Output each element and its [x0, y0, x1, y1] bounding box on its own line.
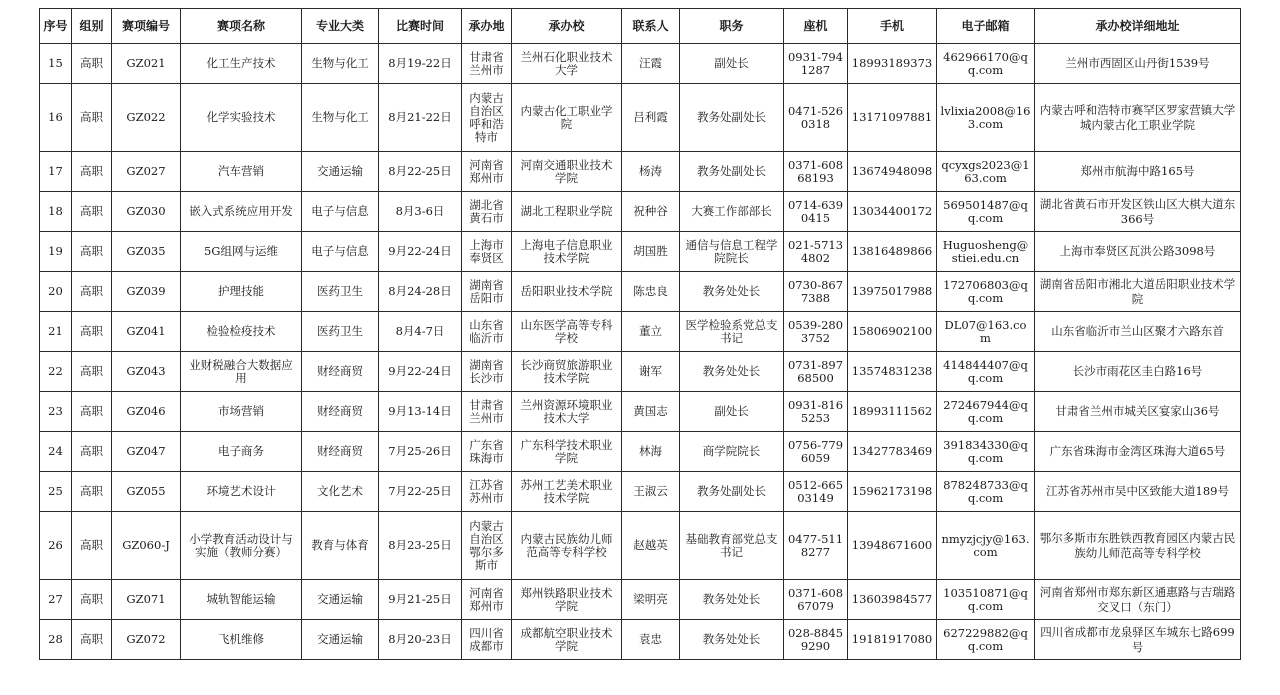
- mobile-cell: 18993189373: [848, 44, 937, 84]
- email-cell: 569501487@qq.com: [937, 192, 1035, 232]
- contact-person-cell: 谢军: [622, 352, 680, 392]
- landline-cell: 0931-7941287: [784, 44, 848, 84]
- mobile-cell: 13975017988: [848, 272, 937, 312]
- group-cell: 高职: [72, 152, 112, 192]
- position-cell: 教务处处长: [680, 580, 784, 620]
- category-cell: 生物与化工: [302, 44, 379, 84]
- landline-cell: 0471-5260318: [784, 84, 848, 152]
- category-cell: 医药卫生: [302, 312, 379, 352]
- event-name-cell: 5G组网与运维: [181, 232, 302, 272]
- date-cell: 8月21-22日: [379, 84, 462, 152]
- host-city-cell: 河南省郑州市: [462, 152, 512, 192]
- header-cell: 组别: [72, 9, 112, 44]
- host-city-cell: 湖北省黄石市: [462, 192, 512, 232]
- table-row: [40, 512, 1241, 580]
- row-number-cell: 26: [40, 512, 72, 580]
- event-name-cell: 飞机维修: [181, 620, 302, 660]
- header-cell: 承办校详细地址: [1035, 9, 1241, 44]
- event-name-cell: 业财税融合大数据应用: [181, 352, 302, 392]
- landline-cell: 0512-66503149: [784, 472, 848, 512]
- address-cell: 长沙市雨花区圭白路16号: [1035, 352, 1241, 392]
- address-cell: 内蒙古呼和浩特市赛罕区罗家营镇大学城内蒙古化工职业学院: [1035, 84, 1241, 152]
- mobile-cell: 15806902100: [848, 312, 937, 352]
- mobile-cell: 13603984577: [848, 580, 937, 620]
- mobile-cell: 13574831238: [848, 352, 937, 392]
- group-cell: 高职: [72, 232, 112, 272]
- host-school-cell: 上海电子信息职业技术学院: [512, 232, 622, 272]
- date-cell: 8月20-23日: [379, 620, 462, 660]
- contact-person-cell: 林海: [622, 432, 680, 472]
- contact-table: [39, 8, 1241, 660]
- category-cell: 教育与体育: [302, 512, 379, 580]
- date-cell: 7月22-25日: [379, 472, 462, 512]
- row-number-cell: 25: [40, 472, 72, 512]
- contact-person-cell: 赵越英: [622, 512, 680, 580]
- landline-cell: 0730-8677388: [784, 272, 848, 312]
- table-body: [40, 44, 1241, 660]
- table-row: [40, 472, 1241, 512]
- event-code-cell: GZ035: [112, 232, 181, 272]
- email-cell: 103510871@qq.com: [937, 580, 1035, 620]
- event-name-cell: 汽车营销: [181, 152, 302, 192]
- mobile-cell: 13948671600: [848, 512, 937, 580]
- email-cell: 462966170@qq.com: [937, 44, 1035, 84]
- date-cell: 9月22-24日: [379, 352, 462, 392]
- address-cell: 山东省临沂市兰山区聚才六路东首: [1035, 312, 1241, 352]
- mobile-cell: 13816489866: [848, 232, 937, 272]
- event-code-cell: GZ027: [112, 152, 181, 192]
- landline-cell: 021-57134802: [784, 232, 848, 272]
- table-row: [40, 352, 1241, 392]
- address-cell: 鄂尔多斯市东胜铁西教育园区内蒙古民族幼儿师范高等专科学校: [1035, 512, 1241, 580]
- host-city-cell: 内蒙古自治区鄂尔多斯市: [462, 512, 512, 580]
- event-code-cell: GZ039: [112, 272, 181, 312]
- host-school-cell: 内蒙古民族幼儿师范高等专科学校: [512, 512, 622, 580]
- landline-cell: 0477-5118277: [784, 512, 848, 580]
- date-cell: 8月4-7日: [379, 312, 462, 352]
- address-cell: 甘肃省兰州市城关区宴家山36号: [1035, 392, 1241, 432]
- host-city-cell: 甘肃省兰州市: [462, 44, 512, 84]
- host-school-cell: 河南交通职业技术学院: [512, 152, 622, 192]
- host-school-cell: 湖北工程职业学院: [512, 192, 622, 232]
- row-number-cell: 20: [40, 272, 72, 312]
- contact-table-sheet: [39, 8, 1241, 660]
- contact-person-cell: 董立: [622, 312, 680, 352]
- row-number-cell: 16: [40, 84, 72, 152]
- group-cell: 高职: [72, 580, 112, 620]
- event-code-cell: GZ021: [112, 44, 181, 84]
- position-cell: 副处长: [680, 44, 784, 84]
- row-number-cell: 28: [40, 620, 72, 660]
- group-cell: 高职: [72, 512, 112, 580]
- mobile-cell: 19181917080: [848, 620, 937, 660]
- contact-person-cell: 胡国胜: [622, 232, 680, 272]
- email-cell: DL07@163.com: [937, 312, 1035, 352]
- date-cell: 9月22-24日: [379, 232, 462, 272]
- position-cell: 教务处副处长: [680, 152, 784, 192]
- table-row: [40, 44, 1241, 84]
- host-city-cell: 四川省成都市: [462, 620, 512, 660]
- host-school-cell: 内蒙古化工职业学院: [512, 84, 622, 152]
- event-code-cell: GZ072: [112, 620, 181, 660]
- email-cell: 391834330@qq.com: [937, 432, 1035, 472]
- host-city-cell: 湖南省岳阳市: [462, 272, 512, 312]
- category-cell: 医药卫生: [302, 272, 379, 312]
- category-cell: 交通运输: [302, 152, 379, 192]
- event-name-cell: 环境艺术设计: [181, 472, 302, 512]
- category-cell: 生物与化工: [302, 84, 379, 152]
- address-cell: 湖南省岳阳市湘北大道岳阳职业技术学院: [1035, 272, 1241, 312]
- event-code-cell: GZ047: [112, 432, 181, 472]
- table-header-row: [40, 9, 1241, 44]
- contact-person-cell: 黄国志: [622, 392, 680, 432]
- landline-cell: 0371-60868193: [784, 152, 848, 192]
- address-cell: 四川省成都市龙泉驿区车城东七路699号: [1035, 620, 1241, 660]
- landline-cell: 0756-7796059: [784, 432, 848, 472]
- position-cell: 通信与信息工程学院院长: [680, 232, 784, 272]
- host-school-cell: 郑州铁路职业技术学院: [512, 580, 622, 620]
- header-cell: 专业大类: [302, 9, 379, 44]
- address-cell: 上海市奉贤区瓦洪公路3098号: [1035, 232, 1241, 272]
- category-cell: 电子与信息: [302, 192, 379, 232]
- row-number-cell: 22: [40, 352, 72, 392]
- category-cell: 财经商贸: [302, 352, 379, 392]
- header-cell: 手机: [848, 9, 937, 44]
- table-row: [40, 232, 1241, 272]
- header-cell: 比赛时间: [379, 9, 462, 44]
- date-cell: 9月21-25日: [379, 580, 462, 620]
- address-cell: 广东省珠海市金湾区珠海大道65号: [1035, 432, 1241, 472]
- group-cell: 高职: [72, 44, 112, 84]
- date-cell: 8月3-6日: [379, 192, 462, 232]
- mobile-cell: 13171097881: [848, 84, 937, 152]
- position-cell: 教务处副处长: [680, 472, 784, 512]
- row-number-cell: 18: [40, 192, 72, 232]
- event-name-cell: 小学教育活动设计与实施（教师分赛）: [181, 512, 302, 580]
- host-city-cell: 内蒙古自治区呼和浩特市: [462, 84, 512, 152]
- landline-cell: 0731-89768500: [784, 352, 848, 392]
- host-city-cell: 甘肃省兰州市: [462, 392, 512, 432]
- table-row: [40, 620, 1241, 660]
- mobile-cell: 13034400172: [848, 192, 937, 232]
- event-name-cell: 城轨智能运输: [181, 580, 302, 620]
- contact-person-cell: 袁忠: [622, 620, 680, 660]
- email-cell: 272467944@qq.com: [937, 392, 1035, 432]
- position-cell: 教务处处长: [680, 352, 784, 392]
- event-code-cell: GZ043: [112, 352, 181, 392]
- table-row: [40, 392, 1241, 432]
- address-cell: 江苏省苏州市吴中区致能大道189号: [1035, 472, 1241, 512]
- category-cell: 交通运输: [302, 620, 379, 660]
- category-cell: 财经商贸: [302, 432, 379, 472]
- contact-person-cell: 杨涛: [622, 152, 680, 192]
- group-cell: 高职: [72, 352, 112, 392]
- address-cell: 湖北省黄石市开发区铁山区大棋大道东366号: [1035, 192, 1241, 232]
- event-name-cell: 电子商务: [181, 432, 302, 472]
- event-code-cell: GZ071: [112, 580, 181, 620]
- host-school-cell: 兰州石化职业技术大学: [512, 44, 622, 84]
- group-cell: 高职: [72, 432, 112, 472]
- row-number-cell: 19: [40, 232, 72, 272]
- group-cell: 高职: [72, 192, 112, 232]
- date-cell: 7月25-26日: [379, 432, 462, 472]
- email-cell: 172706803@qq.com: [937, 272, 1035, 312]
- position-cell: 医学检验系党总支书记: [680, 312, 784, 352]
- host-school-cell: 兰州资源环境职业技术大学: [512, 392, 622, 432]
- host-school-cell: 山东医学高等专科学校: [512, 312, 622, 352]
- email-cell: 414844407@qq.com: [937, 352, 1035, 392]
- category-cell: 文化艺术: [302, 472, 379, 512]
- date-cell: 9月13-14日: [379, 392, 462, 432]
- position-cell: 教务处处长: [680, 620, 784, 660]
- category-cell: 电子与信息: [302, 232, 379, 272]
- position-cell: 基础教育部党总支书记: [680, 512, 784, 580]
- host-city-cell: 上海市奉贤区: [462, 232, 512, 272]
- event-code-cell: GZ055: [112, 472, 181, 512]
- email-cell: 878248733@qq.com: [937, 472, 1035, 512]
- address-cell: 郑州市航海中路165号: [1035, 152, 1241, 192]
- email-cell: Huguosheng@stiei.edu.cn: [937, 232, 1035, 272]
- host-city-cell: 山东省临沂市: [462, 312, 512, 352]
- contact-person-cell: 梁明亮: [622, 580, 680, 620]
- header-cell: 赛项名称: [181, 9, 302, 44]
- group-cell: 高职: [72, 84, 112, 152]
- landline-cell: 0931-8165253: [784, 392, 848, 432]
- contact-person-cell: 汪霞: [622, 44, 680, 84]
- host-school-cell: 成都航空职业技术学院: [512, 620, 622, 660]
- group-cell: 高职: [72, 472, 112, 512]
- email-cell: 627229882@qq.com: [937, 620, 1035, 660]
- host-school-cell: 长沙商贸旅游职业技术学院: [512, 352, 622, 392]
- mobile-cell: 13427783469: [848, 432, 937, 472]
- header-cell: 序号: [40, 9, 72, 44]
- table-row: [40, 432, 1241, 472]
- group-cell: 高职: [72, 620, 112, 660]
- mobile-cell: 15962173198: [848, 472, 937, 512]
- group-cell: 高职: [72, 392, 112, 432]
- host-city-cell: 河南省郑州市: [462, 580, 512, 620]
- contact-person-cell: 祝种谷: [622, 192, 680, 232]
- row-number-cell: 15: [40, 44, 72, 84]
- host-school-cell: 岳阳职业技术学院: [512, 272, 622, 312]
- event-code-cell: GZ030: [112, 192, 181, 232]
- landline-cell: 0714-6390415: [784, 192, 848, 232]
- table-row: [40, 84, 1241, 152]
- category-cell: 财经商贸: [302, 392, 379, 432]
- header-cell: 职务: [680, 9, 784, 44]
- event-code-cell: GZ041: [112, 312, 181, 352]
- row-number-cell: 24: [40, 432, 72, 472]
- row-number-cell: 27: [40, 580, 72, 620]
- host-city-cell: 江苏省苏州市: [462, 472, 512, 512]
- landline-cell: 028-88459290: [784, 620, 848, 660]
- row-number-cell: 21: [40, 312, 72, 352]
- mobile-cell: 13674948098: [848, 152, 937, 192]
- date-cell: 8月23-25日: [379, 512, 462, 580]
- table-row: [40, 312, 1241, 352]
- event-name-cell: 嵌入式系统应用开发: [181, 192, 302, 232]
- contact-person-cell: 王淑云: [622, 472, 680, 512]
- event-code-cell: GZ046: [112, 392, 181, 432]
- position-cell: 教务处处长: [680, 272, 784, 312]
- contact-person-cell: 吕利霞: [622, 84, 680, 152]
- table-row: [40, 580, 1241, 620]
- date-cell: 8月19-22日: [379, 44, 462, 84]
- event-name-cell: 化工生产技术: [181, 44, 302, 84]
- header-cell: 赛项编号: [112, 9, 181, 44]
- host-city-cell: 湖南省长沙市: [462, 352, 512, 392]
- mobile-cell: 18993111562: [848, 392, 937, 432]
- email-cell: qcyxgs2023@163.com: [937, 152, 1035, 192]
- landline-cell: 0539-2803752: [784, 312, 848, 352]
- row-number-cell: 23: [40, 392, 72, 432]
- host-school-cell: 广东科学技术职业学院: [512, 432, 622, 472]
- host-school-cell: 苏州工艺美术职业技术学院: [512, 472, 622, 512]
- event-code-cell: GZ060-J: [112, 512, 181, 580]
- table-row: [40, 192, 1241, 232]
- position-cell: 教务处副处长: [680, 84, 784, 152]
- address-cell: 河南省郑州市郑东新区通惠路与吉瑞路交叉口（东门）: [1035, 580, 1241, 620]
- category-cell: 交通运输: [302, 580, 379, 620]
- address-cell: 兰州市西固区山丹街1539号: [1035, 44, 1241, 84]
- group-cell: 高职: [72, 312, 112, 352]
- row-number-cell: 17: [40, 152, 72, 192]
- event-name-cell: 护理技能: [181, 272, 302, 312]
- header-cell: 座机: [784, 9, 848, 44]
- landline-cell: 0371-60867079: [784, 580, 848, 620]
- position-cell: 商学院院长: [680, 432, 784, 472]
- header-cell: 联系人: [622, 9, 680, 44]
- event-name-cell: 市场营销: [181, 392, 302, 432]
- group-cell: 高职: [72, 272, 112, 312]
- date-cell: 8月24-28日: [379, 272, 462, 312]
- email-cell: lvlixia2008@163.com: [937, 84, 1035, 152]
- email-cell: nmyzjcjy@163.com: [937, 512, 1035, 580]
- contact-person-cell: 陈忠良: [622, 272, 680, 312]
- host-city-cell: 广东省珠海市: [462, 432, 512, 472]
- event-code-cell: GZ022: [112, 84, 181, 152]
- position-cell: 大赛工作部部长: [680, 192, 784, 232]
- position-cell: 副处长: [680, 392, 784, 432]
- event-name-cell: 化学实验技术: [181, 84, 302, 152]
- table-row: [40, 272, 1241, 312]
- date-cell: 8月22-25日: [379, 152, 462, 192]
- header-cell: 承办地: [462, 9, 512, 44]
- header-cell: 电子邮箱: [937, 9, 1035, 44]
- event-name-cell: 检验检疫技术: [181, 312, 302, 352]
- header-cell: 承办校: [512, 9, 622, 44]
- table-row: [40, 152, 1241, 192]
